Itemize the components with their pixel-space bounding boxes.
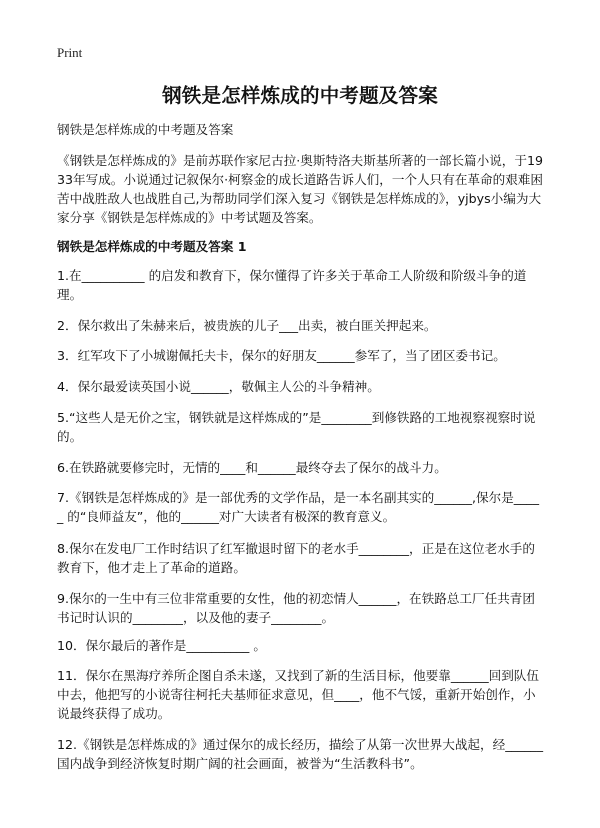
page-title: 钢铁是怎样炼成的中考题及答案	[162, 84, 438, 107]
question-12: 12.《钢铁是怎样炼成的》通过保尔的成长经历，描绘了从第一次世界大战起，经______国内战争到经济恢复时期广阔的社会画面，被誉为“生活教科书”。	[57, 737, 543, 771]
question-1: 1.在__________ 的启发和教育下，保尔懂得了许多关于革命工人阶级和阶级斗争的道理。	[57, 268, 527, 302]
question-7: 7.《钢铁是怎样炼成的》是一部优秀的文学作品，是一本名副其实的______,保尔是_____ 的“良师益友”，他的______对广大读者有极深的教育意义。	[57, 490, 539, 524]
intro-paragraph: 《钢铁是怎样炼成的》是前苏联作家尼古拉·奥斯特洛夫斯基所著的一部长篇小说，于1933年写成。小说通过记叙保尔·柯察金的成长道路告诉人们，一个人只有在革命的艰难困苦中战胜敌人也战胜自己,为帮助同学们深入复习《钢铁是怎样炼成的》，yjbys小编为大家分享《钢铁是怎样炼成的》中考试题及答案。	[57, 153, 543, 225]
question-6: 6.在铁路就要修完时，无情的____和______最终夺去了保尔的战斗力。	[57, 460, 447, 475]
question-9: 9.保尔的一生中有三位非常重要的女性，他的初恋情人______，在铁路总工厂任共青团书记时认识的________，以及他的妻子________。	[57, 591, 535, 625]
question-10: 10．保尔最后的著作是__________ 。	[57, 638, 266, 653]
section-heading: 钢铁是怎样炼成的中考题及答案 1	[57, 239, 247, 254]
question-8: 8.保尔在发电厂工作时结识了红军撤退时留下的老水手________，正是在这位老水手的教育下，他才走上了革命的道路。	[57, 541, 535, 575]
question-11: 11．保尔在黑海疗养所企图自杀未遂，又找到了新的生活目标，他要靠______回到队伍中去，他把写的小说寄往柯托夫基师征求意见，但____，他不气馁，重新开始创作，小说最终获得了成功。	[57, 668, 539, 721]
question-5: 5.“这些人是无价之宝，钢铁就是这样炼成的”是________到修铁路的工地视察视察时说的。	[57, 410, 536, 444]
question-2: 2．保尔救出了朱赫来后，被贵族的儿子___出卖，被白匪关押起来。	[57, 318, 437, 333]
question-3: 3．红军攻下了小城谢佩托夫卡，保尔的好朋友______参军了，当了团区委书记。	[57, 348, 506, 363]
question-4: 4．保尔最爱读英国小说______，敬佩主人公的斗争精神。	[57, 379, 380, 394]
subtitle: 钢铁是怎样炼成的中考题及答案	[57, 122, 234, 137]
print-label: Print	[57, 45, 83, 60]
